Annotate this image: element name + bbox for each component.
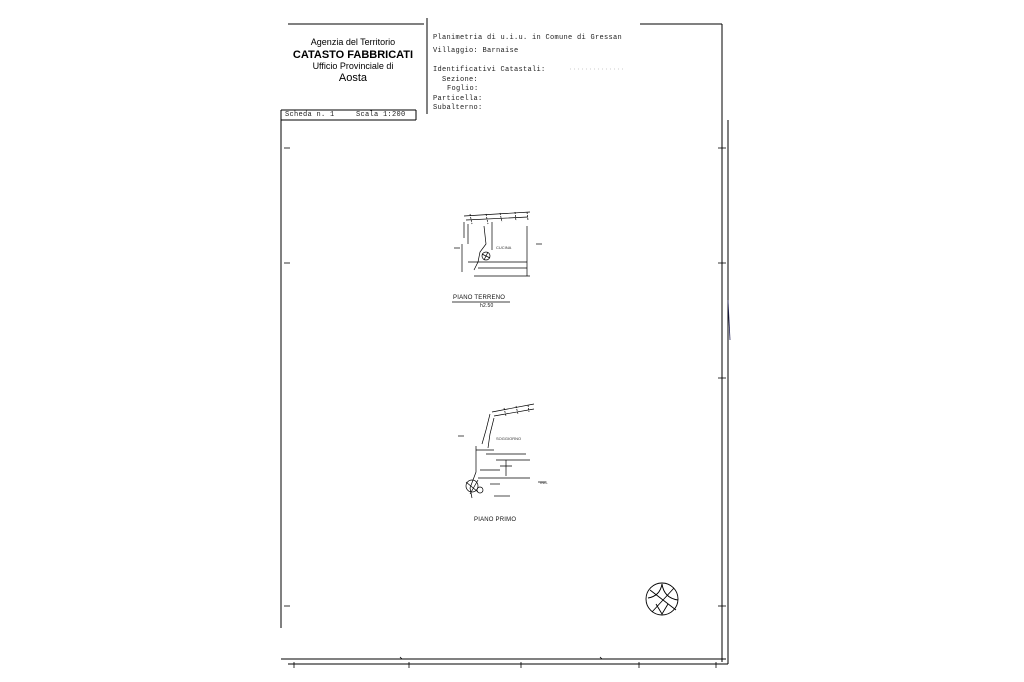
- subordinate-field: Subalterno:: [433, 104, 483, 112]
- parcel-field: Particella:: [433, 95, 483, 103]
- agency-name: Agenzia del Territorio: [310, 37, 396, 47]
- svg-text:ING.: ING.: [540, 480, 549, 485]
- floor-label-first: PIANO PRIMO: [474, 517, 517, 523]
- section-field: Sezione:: [442, 76, 479, 84]
- floor-height-ground: h2.50: [480, 303, 494, 309]
- service-name: CATASTO FABBRICATI: [292, 49, 414, 61]
- scheda-scale: Scala 1:200: [356, 111, 406, 119]
- floor-label-ground: PIANO TERRENO: [453, 295, 506, 301]
- svg-text:CUCINA: CUCINA: [496, 245, 512, 250]
- scheda-number: Scheda n. 1: [285, 111, 335, 119]
- office-city: Aosta: [338, 72, 368, 84]
- planimetry-title: Planimetria di u.i.u. in Comune di Gressan: [433, 34, 623, 42]
- office-name: Ufficio Provinciale di: [312, 61, 394, 71]
- sheet-field: Foglio:: [447, 85, 479, 93]
- svg-text:SOGGIORNO: SOGGIORNO: [496, 436, 522, 441]
- planimetry-village: Villaggio: Barnaise: [433, 47, 519, 55]
- cadastral-identifiers: Identificativi Catastali:: [433, 66, 546, 74]
